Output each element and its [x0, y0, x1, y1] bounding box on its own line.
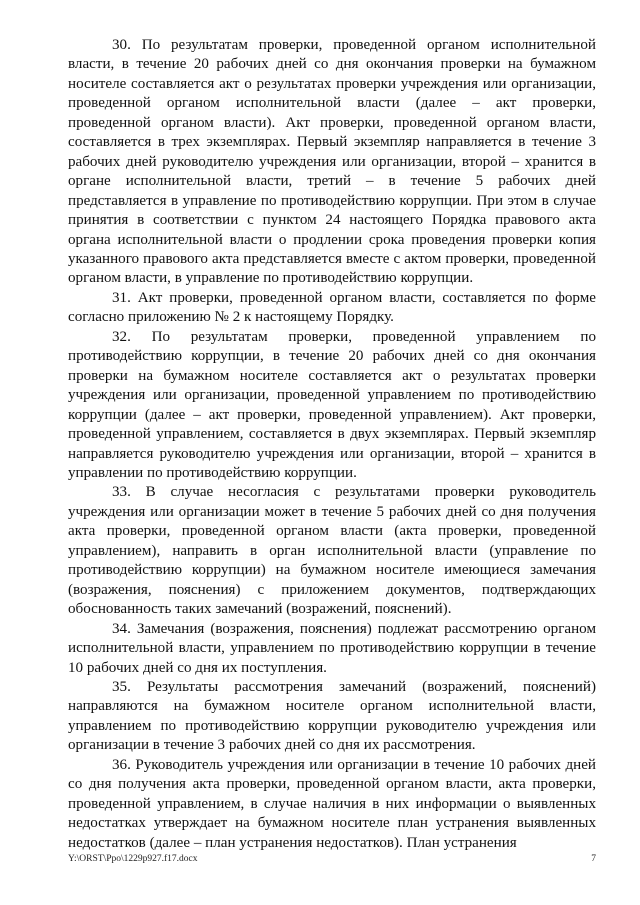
footer-page-number: 7: [591, 854, 596, 864]
paragraph-30: 30. По результатам проверки, проведенной органом исполнительной власти, в течение 20 рабочих дней со дня окончания проверки на бумажном носителе составляется акт о результатах проверки учреждения или организации, проведенной органом исполнительной власти (далее – акт проверки, проведенной органом власти). Акт проверки, проведенной органом власти, составляется в трех экземплярах. Первый экземпляр направляется в течение 3 рабочих дней руководителю учреждения или организации, второй – хранится в органе исполнительной власти, третий – в течение 5 рабочих дней представляется в управление по противодействию коррупции. При этом в случае принятия в соответствии с пунктом 24 настоящего Порядка правового акта органа исполнительной власти о продлении срока проведения проверки копия указанного правового акта представляется вместе с актом проверки, проведенной органом власти, в управление по противодействию коррупции.: [68, 37, 596, 287]
document-body: [68, 36, 596, 853]
paragraph-35: 35. Результаты рассмотрения замечаний (возражений, пояснений) направляются на бумажном носителе органом исполнительной власти, управлением по противодействию коррупции руководителю учреждения или организации в течение 3 рабочих дней со дня их рассмотрения.: [68, 678, 596, 754]
paragraph-34: 34. Замечания (возражения, пояснения) подлежат рассмотрению органом исполнительной власти, управлением по противодействию коррупции в течение 10 рабочих дней со дня их поступления.: [68, 620, 596, 676]
footer-file-path: Y:\ORST\Ppo\1229p927.f17.docx: [68, 854, 198, 864]
paragraph-33: 33. В случае несогласия с результатами проверки руководитель учреждения или организации может в течение 5 рабочих дней со дня получения акта проверки, проведенной органом власти (акта проверки, проведенной управлением), направить в орган исполнительной власти (управление по противодействию коррупции) на бумажном носителе имеющиеся замечания (возражения, пояснения) с приложением документов, подтверждающих обоснованность таких замечаний (возражений, пояснений).: [68, 484, 596, 618]
paragraph-31: 31. Акт проверки, проведенной органом власти, составляется по форме согласно приложению № 2 к настоящему Порядку.: [68, 289, 596, 326]
page-footer: [68, 853, 596, 865]
paragraph-36: 36. Руководитель учреждения или организации в течение 10 рабочих дней со дня получения акта проверки, проведенной органом власти, акта проверки, проведенной управлением, в случае наличия в них информации о выявленных недостатках утверждает на бумажном носителе план устранения выявленных недостатков (далее – план устранения недостатков). План устранения: [68, 756, 596, 851]
paragraph-32: 32. По результатам проверки, проведенной управлением по противодействию коррупции, в течение 20 рабочих дней со дня окончания проверки на бумажном носителе составляется акт о результатах проверки учреждения или организации, проведенной управлением по противодействию коррупции (далее – акт проверки, проведенной управлением). Акт проверки, проведенной управлением, составляется в двух экземплярах. Первый экземпляр направляется руководителю учреждения или организации, второй – хранится в управлении по противодействию коррупции.: [68, 328, 596, 481]
